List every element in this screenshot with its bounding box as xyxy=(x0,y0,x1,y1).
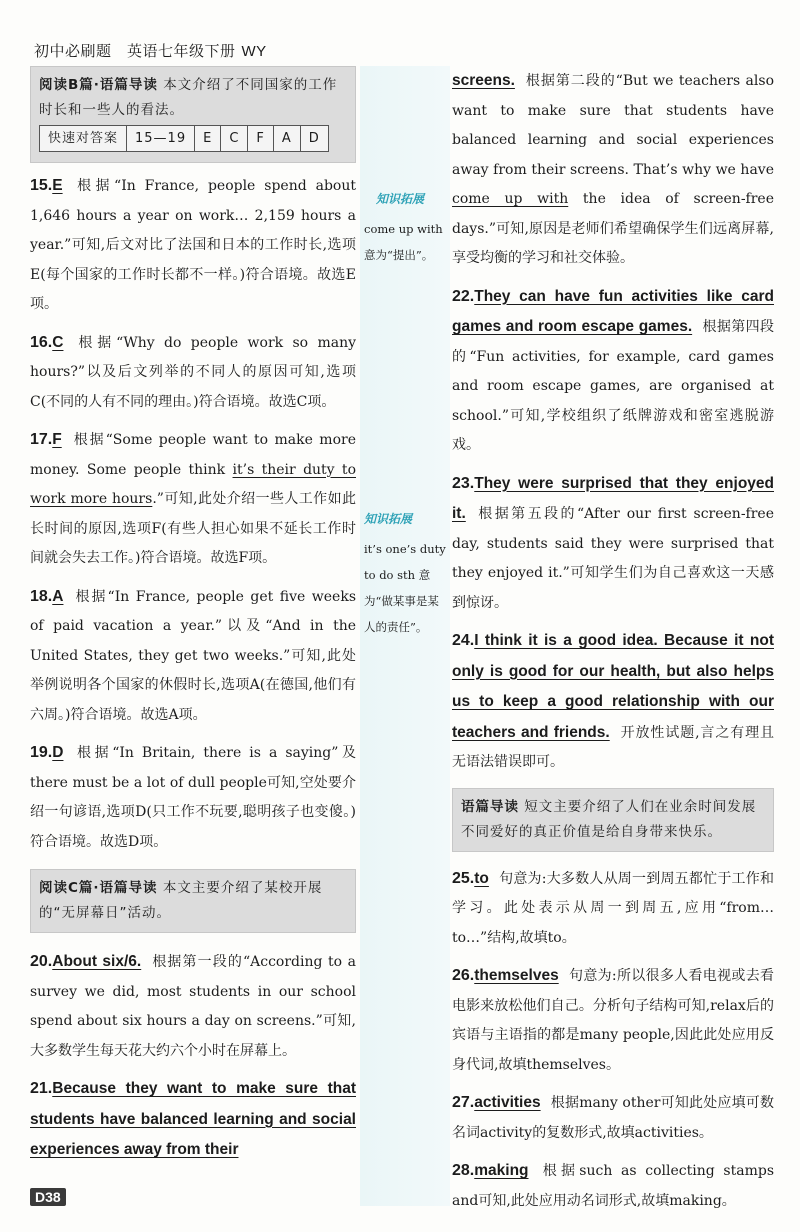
answer-cell: C xyxy=(221,126,248,152)
item-key: A xyxy=(52,587,64,605)
answer-item-26 xyxy=(452,961,774,1080)
item-key: Because they want to make sure that students have balanced learning and social experiences away from their xyxy=(30,1080,356,1158)
item-key: to xyxy=(474,869,489,887)
item-number: 27. xyxy=(452,1094,475,1111)
item-body: 根据such as collecting stamps and可知,此处应用动名词形式,故填making。 xyxy=(452,1163,774,1209)
item-body: .”可知,此处介绍一些人工作如此长时间的原因,选项F(有些人担心如果不延长工作时间就会失去工作。)符合语境。故选F项。 xyxy=(30,491,356,566)
item-number: 16. xyxy=(30,333,53,351)
item-key: themselves xyxy=(474,967,559,984)
intro-d-label: 语篇导读 xyxy=(461,798,519,815)
item-body: 根据第五段的“After our first screen-free day, students said they were surprised that they enjoyed it.”可知学生们为自己喜欢这一天感到惊讶。 xyxy=(452,506,774,611)
item-key: About six/6. xyxy=(52,953,142,970)
right-column xyxy=(452,66,774,1216)
item-key: C xyxy=(52,333,64,351)
item-body: 根据“Why do people work so many hours?”以及后文列举的不同人的原因可知,选项C(不同的人有不同的理由。)符合语境。故选C项。 xyxy=(30,334,356,410)
answer-label: 快速对答案 xyxy=(40,126,127,152)
tip-text: it’s one’s duty to do sth 意为“做某事是某人的责任”。 xyxy=(364,542,446,634)
intro-d-text: 短文主要介绍了人们在业余时间发展不同爱好的真正价值是给自身带来快乐。 xyxy=(461,798,757,840)
edition-code: WY xyxy=(241,43,267,60)
page-header xyxy=(34,40,267,61)
answer-item-23 xyxy=(452,469,774,619)
item-key: activities xyxy=(474,1094,541,1111)
item-key: They were surprised that they enjoyed it. xyxy=(452,474,774,522)
book-title: 初中必刷题 英语七年级下册 xyxy=(34,42,236,60)
item-body: 根据“In Britain, there is a saying”及there must be a lot of dull people可知,空处要介绍一句谚语,选项D(只工作不玩要,聪明孩子也变傻。)符合语境。故选D项。 xyxy=(30,745,356,850)
intro-c-box xyxy=(30,869,356,933)
item-body: the idea of screen-free days.”可知,原因是老师们希望确保学生们远离屏幕,享受均衡的学习和社交体验。 xyxy=(452,191,775,266)
item-number: 20. xyxy=(30,953,53,970)
answer-item-19 xyxy=(30,738,356,857)
item-key: D xyxy=(52,744,64,761)
answer-item-24 xyxy=(452,626,774,778)
tip-label: 知识拓展 xyxy=(376,192,425,206)
answer-cell: E xyxy=(195,126,221,152)
intro-b-text: 本文介绍了不同国家的工作时长和一些人的看法。 xyxy=(39,77,338,118)
item-number: 26. xyxy=(452,967,475,984)
answer-item-17 xyxy=(30,425,356,574)
highlight-phrase: it’s their duty to work more hours xyxy=(30,461,356,507)
answer-item-21-continued xyxy=(452,66,774,274)
answer-item-16 xyxy=(30,328,356,418)
answer-cell: F xyxy=(248,126,273,152)
answer-item-21 xyxy=(30,1074,356,1166)
item-body: 根据many other可知此处应填可数名词activity的复数形式,故填activities。 xyxy=(452,1095,774,1141)
tips-column xyxy=(360,66,450,1206)
intro-b-box xyxy=(30,66,356,163)
highlight-phrase: come up with xyxy=(452,191,569,207)
answer-item-15 xyxy=(30,171,356,320)
item-number: 21. xyxy=(30,1080,53,1097)
item-number: 15. xyxy=(30,177,53,194)
item-body: 根据第二段的“But we teachers also want to make sure that students have balanced learning and social experiences away from their screens. That’s why we have xyxy=(452,73,774,178)
item-body: 根据第一段的“According to a survey we did, most students in our school spend about six hours a day on screens.”可知,大多数学生每天花大约六个小时在屏幕上。 xyxy=(30,954,356,1059)
item-number: 18. xyxy=(30,587,53,605)
intro-d-box xyxy=(452,788,774,852)
item-key: screens. xyxy=(452,72,515,89)
answer-range: 15—19 xyxy=(127,126,195,152)
answer-item-28 xyxy=(452,1156,774,1216)
item-number: 25. xyxy=(452,869,475,887)
tip-text: come up with 意为“提出”。 xyxy=(364,222,443,262)
item-number: 19. xyxy=(30,744,53,761)
item-number: 17. xyxy=(30,431,53,448)
answer-item-18 xyxy=(30,582,356,731)
item-number: 23. xyxy=(452,474,475,492)
item-number: 22. xyxy=(452,287,475,305)
item-key: F xyxy=(52,431,62,448)
item-key: They can have fun activities like card games and room escape games. xyxy=(452,287,774,335)
item-body: 根据“Some people want to make more money. Some people think xyxy=(30,432,356,478)
item-number: 28. xyxy=(452,1162,475,1179)
item-body: 开放性试题,言之有理且无语法错误即可。 xyxy=(452,724,775,770)
item-body: 根据第四段的“Fun activities, for example, card games and room escape games, are organised at school.”可知,学校组织了纸牌游戏和密室逃脱游戏。 xyxy=(452,319,774,453)
item-key: I think it is a good idea. Because it not only is good for our health, but also helps us to keep a good relationship with our teachers and friends. xyxy=(452,632,774,741)
answer-item-22 xyxy=(452,282,774,461)
item-key: E xyxy=(52,177,63,194)
answer-item-27 xyxy=(452,1088,774,1148)
intro-c-text: 本文主要介绍了某校开展的“无屏幕日”活动。 xyxy=(39,880,323,921)
left-column xyxy=(30,66,356,1166)
answer-item-20 xyxy=(30,947,356,1066)
item-number: 24. xyxy=(452,632,475,649)
item-body: 句意为:大多数人从周一到周五都忙于工作和学习。此处表示从周一到周五,应用“from… to…”结构,故填to。 xyxy=(452,870,774,946)
answer-cell: A xyxy=(273,126,300,152)
tip-label: 知识拓展 xyxy=(364,512,413,526)
quick-answer-table xyxy=(39,125,329,152)
answer-cell: D xyxy=(300,126,328,152)
intro-c-label: 阅读C篇·语篇导读 xyxy=(39,880,158,896)
item-key: making xyxy=(474,1162,529,1179)
answer-item-25 xyxy=(452,864,774,954)
page-number: D38 xyxy=(30,1188,66,1206)
item-body: 根据“In France, people get five weeks of paid vacation a year.”以及“And in the United States, they get two weeks.”可知,此处举例说明各个国家的休假时长,选项A(在德国,他们有六周。)符合语境。故选A项。 xyxy=(30,588,356,723)
item-body: 句意为:所以很多人看电视或去看电影来放松他们自己。分析句子结构可知,relax后的宾语与主语指的都是many people,因此此处应用反身代词,故填themselves。 xyxy=(452,968,774,1073)
intro-b-label: 阅读B篇·语篇导读 xyxy=(39,77,158,93)
item-body: 根据“In France, people spend about 1,646 hours a year on work… 2,159 hours a year.”可知,后文对比了法国和日本的工作时长,选项E(每个国家的工作时长都不一样。)符合语境。故选E项。 xyxy=(30,178,356,312)
